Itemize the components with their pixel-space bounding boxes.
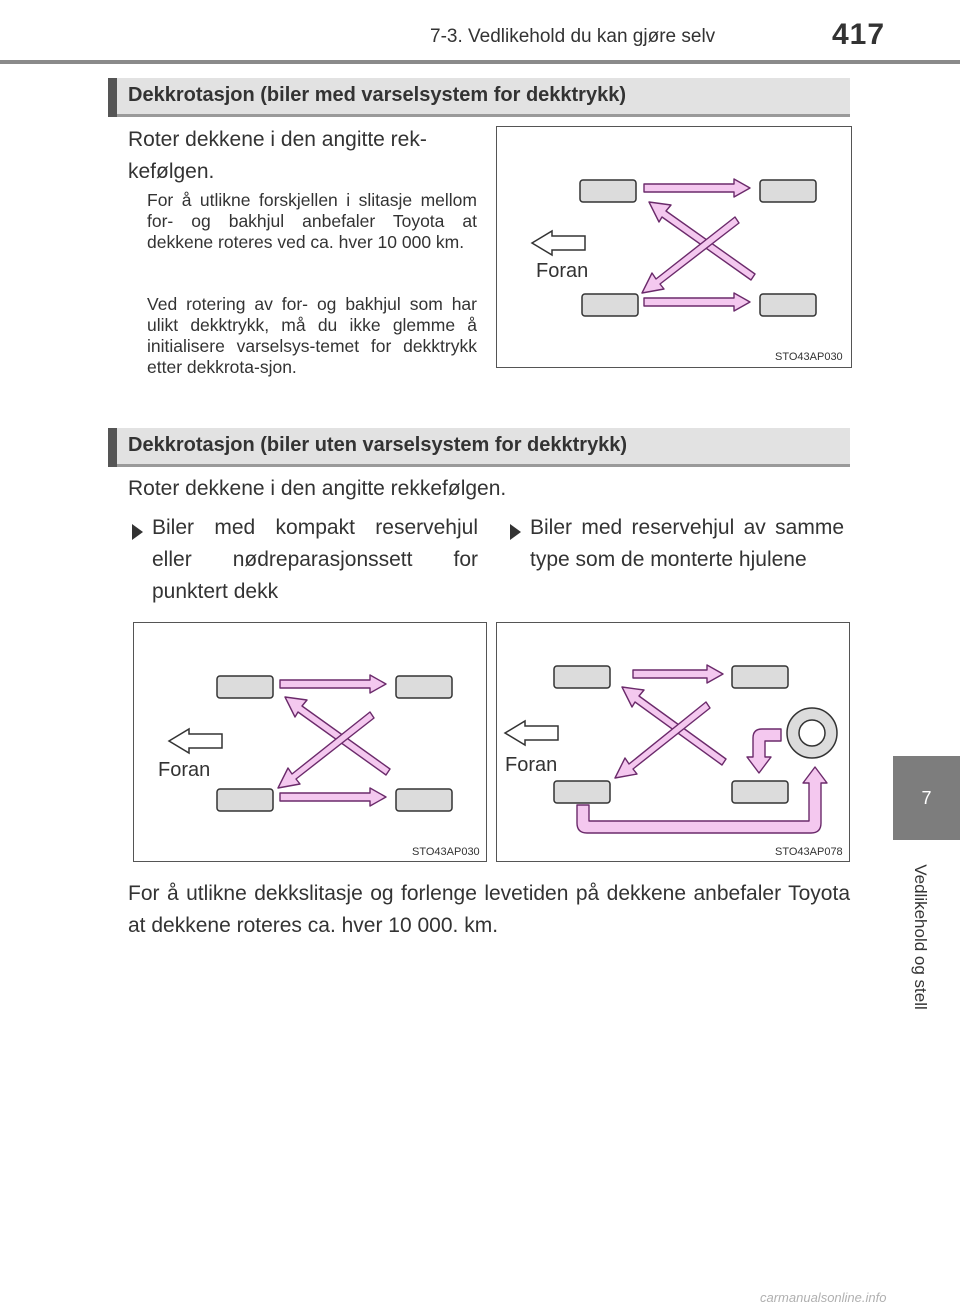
- rotation-diagram: [134, 623, 486, 861]
- section1-intro: Roter dekkene i den angitte rek- kefølgen.: [128, 128, 427, 183]
- bullet-triangle-icon: [510, 524, 521, 540]
- front-label: Foran: [505, 754, 558, 776]
- arrow-spare-to-rear: [747, 729, 781, 773]
- arrow-diagonal-up: [285, 697, 390, 775]
- section2-intro: Roter dekkene i den angitte rekkefølgen.: [128, 477, 507, 500]
- arrow-top: [633, 665, 723, 683]
- section2-footer-text: For å utlikne dekkslitasje og forlenge levetiden på dekkene anbefaler Toyota at dekkene roteres ca. hver 10 000. km.: [128, 882, 850, 937]
- section-heading-text: Dekkrotasjon (biler uten varselsystem for dekktrykk): [128, 434, 628, 456]
- front-label: Foran: [158, 759, 211, 781]
- figure-code: STO43AP078: [775, 846, 843, 858]
- tire-front-left: [580, 180, 636, 202]
- section1-note-tpws: Ved rotering av for- og bakhjul som har ulikt dekktrykk, må du ikke glemme å initialisere varselsys-temet for dekktrykk etter dekkrota-sjon.: [147, 294, 477, 377]
- arrow-front-to-spare: [577, 767, 827, 833]
- rotation-figure-compact-spare: [133, 622, 487, 862]
- tire-front-right: [554, 781, 610, 803]
- arrow-top: [644, 179, 750, 197]
- arrow-diagonal-up: [649, 202, 755, 280]
- tire-rear-right: [760, 294, 816, 316]
- arrow-top: [280, 675, 386, 693]
- front-direction-icon: [505, 721, 558, 745]
- arrow-diagonal-up: [622, 687, 726, 765]
- tire-front-left: [217, 676, 273, 698]
- bullet-triangle-icon: [132, 524, 143, 540]
- tire-rear-right: [732, 781, 788, 803]
- tire-front-right: [582, 294, 638, 316]
- rotation-figure-tpws: [496, 126, 852, 368]
- tire-front-right: [217, 789, 273, 811]
- heading-bar: [108, 78, 117, 117]
- chapter-side-label-text: Vedlikehold og stell: [911, 864, 930, 1010]
- front-direction-icon: [169, 729, 222, 753]
- chapter-number: 7: [921, 787, 932, 808]
- rotation-figure-full-spare: [496, 622, 850, 862]
- rotation-diagram: [497, 623, 849, 861]
- figure-code: STO43AP030: [775, 351, 843, 363]
- arrow-bottom: [644, 293, 750, 311]
- section-heading-with-tpws: [108, 78, 850, 117]
- tire-rear-left: [396, 676, 452, 698]
- section1-note-interval: For å utlikne forskjellen i slitasje mellom for- og bakhjul anbefaler Toyota at dekkene roteres ved ca. hver 10 000 km.: [147, 190, 477, 252]
- tire-rear-left: [732, 666, 788, 688]
- front-label: Foran: [536, 260, 589, 282]
- section-heading-without-tpws: [108, 428, 850, 467]
- heading-bar: [108, 428, 117, 467]
- front-direction-icon: [532, 231, 585, 255]
- chapter-title: 7-3. Vedlikehold du kan gjøre selv: [430, 26, 716, 47]
- option-compact-spare: Biler med kompakt reservehjul eller nødreparasjonssett for punktert dekk: [152, 516, 478, 603]
- tire-front-left: [554, 666, 610, 688]
- figure-code: STO43AP030: [412, 846, 480, 858]
- page-number: 417: [832, 18, 886, 51]
- chapter-side-label: [880, 852, 960, 1022]
- header-divider: [0, 60, 960, 64]
- chapter-tab: [893, 756, 960, 840]
- section-heading-text: Dekkrotasjon (biler med varselsystem for dekktrykk): [128, 84, 626, 106]
- tire-rear-left: [760, 180, 816, 202]
- rotation-diagram: [497, 127, 851, 367]
- arrow-bottom: [280, 788, 386, 806]
- watermark: carmanualsonline.info: [760, 1290, 887, 1305]
- tire-rear-right: [396, 789, 452, 811]
- option-full-spare: Biler med reservehjul av samme type som de monterte hjulene: [530, 516, 844, 571]
